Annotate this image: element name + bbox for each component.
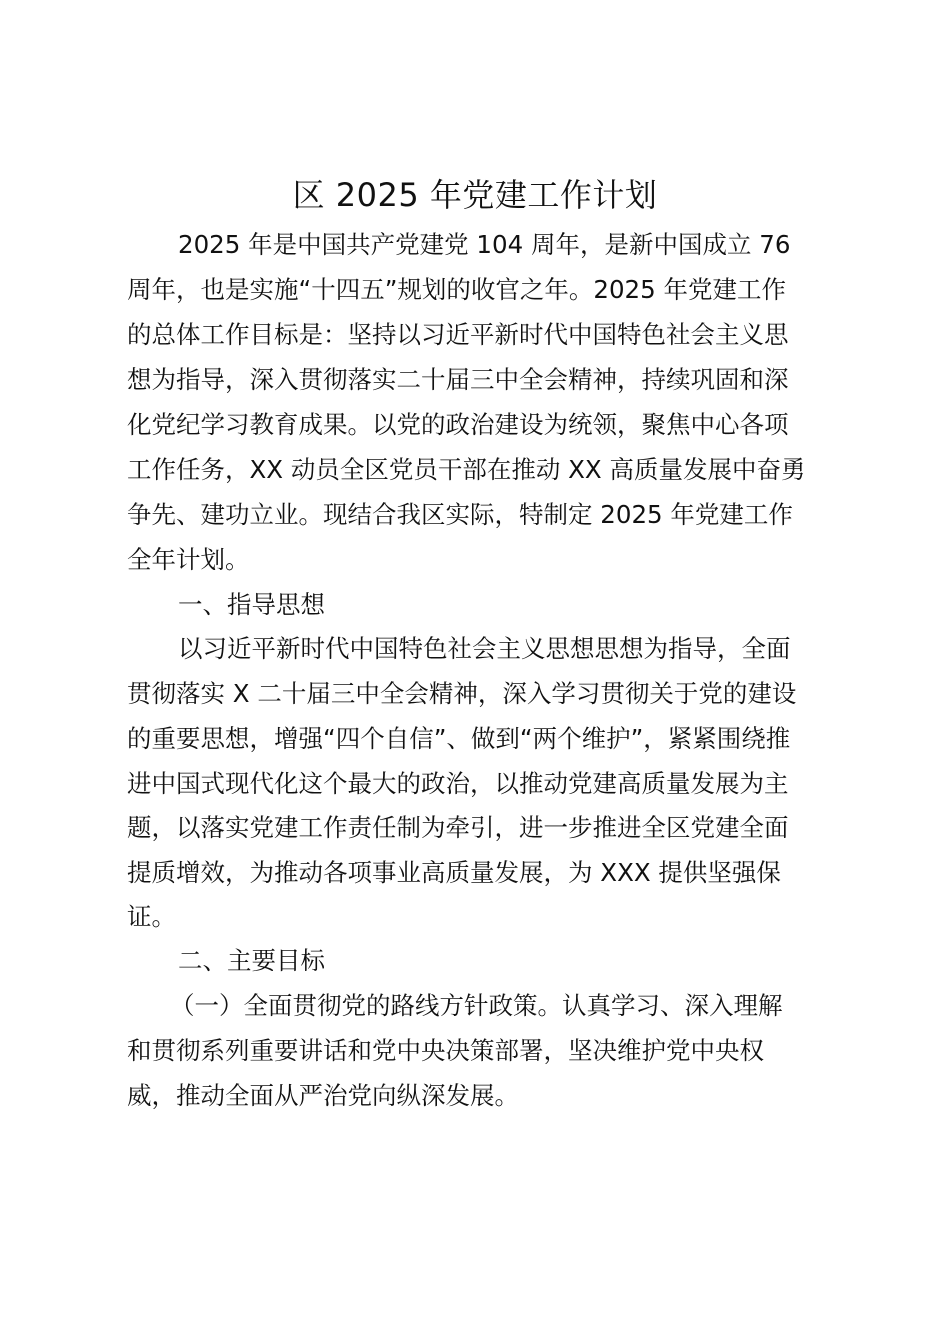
paragraph-line: 和贯彻系列重要讲话和党中央决策部署，坚决维护党中央权 [127,1036,764,1065]
paragraph-line: 周年，也是实施“十四五”规划的收官之年。2025 年党建工作 [127,275,787,304]
paragraph-line: 争先、建功立业。现结合我区实际，特制定 2025 年党建工作 [127,500,793,529]
paragraph-line: 工作任务，XX 动员全区党员干部在推动 XX 高质量发展中奋勇 [127,455,806,484]
paragraph-line: 威，推动全面从严治党向纵深发展。 [127,1081,519,1110]
paragraph-line: 全年计划。 [127,545,250,574]
paragraph-line: 以习近平新时代中国特色社会主义思想思想为指导，全面 [178,634,791,663]
paragraph-line: 证。 [127,902,176,931]
paragraph-line: 的重要思想，增强“四个自信”、做到“两个维护”，紧紧围绕推 [127,724,791,753]
section-heading: 二、主要目标 [178,946,325,975]
document-title: 区 2025 年党建工作计划 [292,176,658,214]
paragraph-line: 题，以落实党建工作责任制为牵引，进一步推进全区党建全面 [127,813,789,842]
paragraph-line: 提质增效，为推动各项事业高质量发展，为 XXX 提供坚强保 [127,858,781,887]
paragraph-line: 进中国式现代化这个最大的政治，以推动党建高质量发展为主 [127,769,789,798]
paragraph-line: 想为指导，深入贯彻落实二十届三中全会精神，持续巩固和深 [127,365,789,394]
paragraph-line: 的总体工作目标是：坚持以习近平新时代中国特色社会主义思 [127,320,789,349]
paragraph-line: 化党纪学习教育成果。以党的政治建设为统领，聚焦中心各项 [127,410,789,439]
paragraph-line: 2025 年是中国共产党建党 104 周年，是新中国成立 76 [178,230,791,259]
paragraph-line: （一）全面贯彻党的路线方针政策。认真学习、深入理解 [170,991,783,1020]
paragraph-line: 贯彻落实 X 二十届三中全会精神，深入学习贯彻关于党的建设 [127,679,797,708]
section-heading: 一、指导思想 [178,590,325,619]
